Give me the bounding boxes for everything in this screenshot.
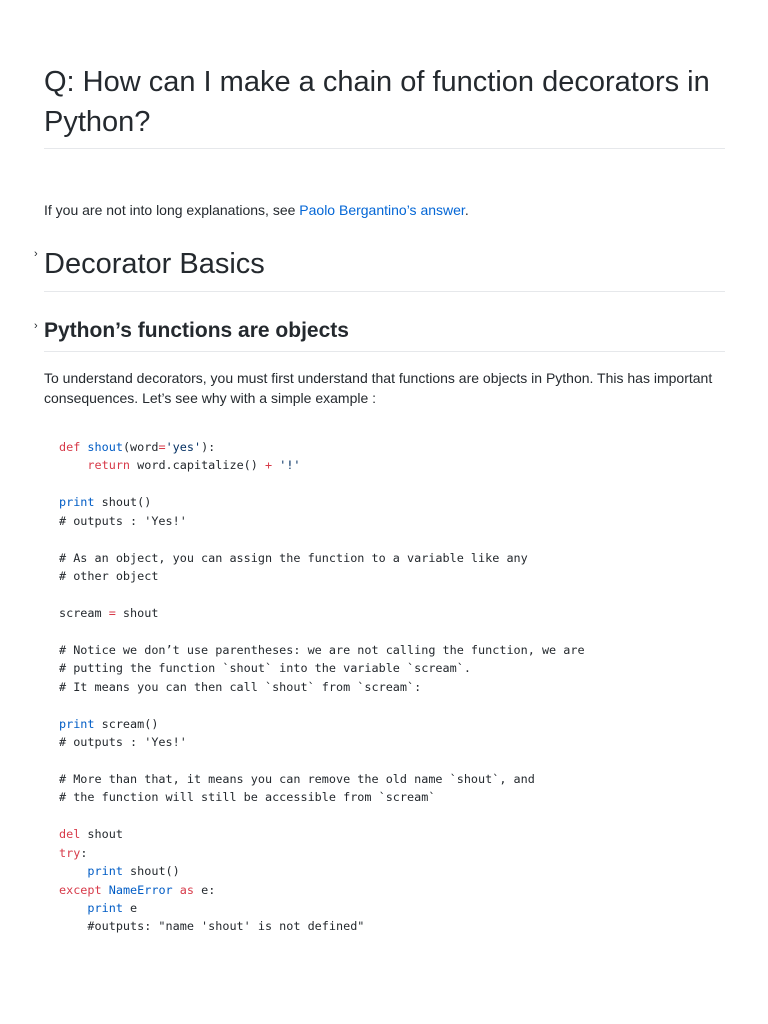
intro-period: . bbox=[464, 202, 469, 218]
explanation-paragraph: To understand decorators, you must first understand that functions are objects in Python. This has important consequences. Let’s see why with a simple example : bbox=[44, 370, 713, 406]
code-line bbox=[59, 751, 585, 769]
code-token: del bbox=[59, 827, 81, 842]
code-token bbox=[173, 883, 180, 897]
code-block bbox=[59, 438, 585, 936]
code-line bbox=[59, 715, 585, 733]
code-line bbox=[59, 862, 585, 880]
code-token: e bbox=[122, 900, 138, 915]
code-line bbox=[59, 899, 585, 917]
code-line bbox=[59, 678, 585, 696]
code-token bbox=[102, 883, 109, 897]
code-token: # the function will still be accessible from `scream` bbox=[59, 790, 436, 805]
subheading-anchor-icon[interactable]: › bbox=[34, 320, 38, 332]
code-line bbox=[59, 733, 585, 751]
code-token bbox=[59, 458, 87, 472]
code-token: shout bbox=[87, 440, 123, 454]
code-token: = bbox=[158, 440, 166, 454]
code-token: scream() bbox=[94, 716, 159, 731]
subsection-divider bbox=[44, 351, 725, 352]
heading-anchor-icon[interactable]: › bbox=[34, 248, 38, 260]
code-token: as bbox=[179, 882, 194, 897]
code-line bbox=[59, 696, 585, 714]
code-token: try bbox=[59, 845, 81, 860]
code-line bbox=[59, 659, 585, 677]
code-line bbox=[59, 788, 585, 806]
title-divider bbox=[44, 148, 725, 149]
code-token: 'yes' bbox=[165, 440, 202, 454]
code-token: shout() bbox=[94, 495, 152, 510]
question-title: Q: How can I make a chain of function decorators in Python? bbox=[44, 66, 710, 138]
code-line bbox=[59, 456, 585, 474]
code-token: # It means you can then call `shout` from `scream`: bbox=[59, 679, 422, 694]
code-token: '!' bbox=[279, 458, 301, 473]
code-token: e: bbox=[193, 882, 216, 897]
code-token: # putting the function `shout` into the variable `scream`. bbox=[59, 661, 471, 676]
code-line bbox=[59, 825, 585, 843]
code-token bbox=[59, 864, 87, 878]
code-token: shout bbox=[80, 827, 123, 842]
code-line bbox=[59, 530, 585, 548]
code-token: shout bbox=[115, 605, 159, 620]
code-token: def bbox=[59, 440, 81, 454]
code-token: scream bbox=[59, 605, 109, 620]
code-line bbox=[59, 770, 585, 788]
code-token: return bbox=[87, 458, 131, 473]
code-line bbox=[59, 586, 585, 604]
code-line bbox=[59, 641, 585, 659]
code-line bbox=[59, 567, 585, 585]
intro-text: If you are not into long explanations, see bbox=[44, 202, 300, 218]
code-token: # outputs : 'Yes!' bbox=[59, 513, 187, 528]
code-line bbox=[59, 438, 585, 456]
code-token: print bbox=[59, 495, 95, 510]
code-token: (word bbox=[122, 440, 159, 454]
code-token: ): bbox=[201, 440, 216, 454]
code-token: print bbox=[87, 864, 123, 879]
section-divider bbox=[44, 291, 725, 292]
section-heading-decorator-basics: Decorator Basics bbox=[44, 248, 265, 280]
code-line bbox=[59, 844, 585, 862]
code-token bbox=[59, 901, 87, 915]
code-token: = bbox=[108, 605, 116, 620]
code-token: # More than that, it means you can remove the old name `shout`, and bbox=[59, 771, 535, 786]
code-line bbox=[59, 604, 585, 622]
intro-paragraph bbox=[44, 200, 469, 220]
answer-link[interactable]: Paolo Bergantino’s answer bbox=[299, 202, 465, 218]
code-line bbox=[59, 549, 585, 567]
code-token: except bbox=[59, 882, 102, 897]
code-token: NameError bbox=[108, 882, 173, 897]
code-token: print bbox=[87, 900, 123, 915]
code-token: # As an object, you can assign the function to a variable like any bbox=[59, 550, 528, 565]
code-token: #outputs: "name 'shout' is not defined" bbox=[59, 919, 365, 934]
code-line bbox=[59, 512, 585, 530]
code-line bbox=[59, 493, 585, 511]
code-line bbox=[59, 917, 585, 935]
code-token: : bbox=[80, 845, 88, 860]
code-token: word.capitalize() bbox=[130, 458, 265, 473]
code-token: # outputs : 'Yes!' bbox=[59, 735, 187, 749]
subsection-heading-functions-objects: Python’s functions are objects bbox=[44, 319, 349, 342]
code-line bbox=[59, 475, 585, 493]
code-line bbox=[59, 881, 585, 899]
code-token: + bbox=[265, 458, 273, 473]
code-token: # Notice we don’t use parentheses: we are not calling the function, we are bbox=[59, 642, 585, 657]
code-line bbox=[59, 622, 585, 640]
code-line bbox=[59, 807, 585, 825]
code-token: shout() bbox=[122, 864, 180, 879]
code-token: print bbox=[59, 716, 95, 731]
code-token: # other object bbox=[59, 569, 159, 584]
